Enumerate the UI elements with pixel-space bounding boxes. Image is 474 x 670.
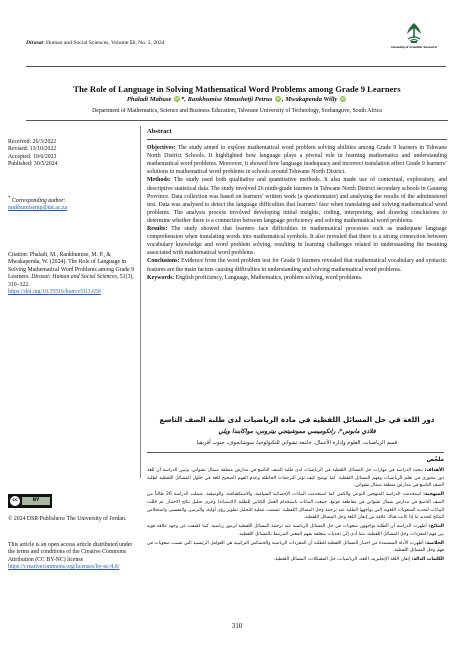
author-mark: *: [181, 96, 185, 103]
by-icon: BY: [22, 497, 50, 505]
logo-caption: Deanship of Scientific Research: [391, 45, 437, 49]
cc-icon: cc: [10, 496, 20, 506]
section-label: المنهجية:: [423, 492, 444, 498]
section-text: إتقان اللغة الإنجليزية، اللغة، الرياضيات، حل المشكلات، المسائل اللفظية.: [273, 557, 412, 563]
arabic-authors: فلادي مابوس*، رانكوميسي مموشيتجي بيتروس، مواكابندا ويلي: [218, 428, 376, 435]
affiliation: Department of Mathematics, Science and Business Education, Tshwane University of Technology, Soshanguve, South Africa: [92, 108, 382, 114]
section-text: The study aimed to explore mathematical word problem solving abilities among Grade 9 learners in Tshwane North District Schools. It highlighted how language plays a pivotal role in learning mathematics and understanding mathematical word problems. Moreover, it showed how language inadequacy and incorrect translation affect Grade 9 learners’ solutions to mathematical word problems in schools around Tshwane North District.: [147, 145, 447, 176]
abstract-heading: Abstract: [147, 128, 172, 135]
journal-issue: , No. 3, 2024: [135, 40, 165, 46]
citation-volume: , 51(3), 310–322.: [8, 274, 134, 288]
section-label: Keywords: [147, 274, 173, 281]
abstract-ar: [147, 467, 444, 565]
citation-block: [8, 252, 136, 296]
section-label: Methods:: [147, 177, 171, 184]
orcid-icon[interactable]: iD: [341, 97, 345, 101]
orcid-icon[interactable]: iD: [175, 97, 179, 101]
article-title: The Role of Language in Solving Mathematical Word Problems among Grade 9 Learners: [73, 84, 401, 94]
license-text: This article is an open access article distributed under the terms and conditions of the Creative Commons Attribution (CC BY-NC) license: [8, 542, 133, 563]
corr-email-link[interactable]: rankhumisemp@tut.ac.za: [8, 205, 68, 212]
dsr-logo: [384, 20, 444, 49]
section-text: أظهرت الدراسة أن الطلبة يواجهون صعوبات في حل المسائل الرياضية عند ترجمة المسائل اللفظية لرموز رياضية. كما كشفت عن وجود علاقة قوية بين فهم المفردات وحل المسائل اللفظية، مما أدى إلى تحديات متعلقة بفهم المعنى المرتبط بالمسائل اللفظية.: [147, 524, 444, 537]
corr-mark: *: [8, 196, 11, 201]
arabic-conclusions: [147, 540, 444, 555]
arabic-title: دور اللغة في حل المسائل اللفظية في مادة الرياضيات لدى طلبة الصف التاسع: [159, 415, 435, 424]
citation-journal: Dirasat: Human and Social Sciences: [31, 274, 117, 281]
arabic-affiliation: قسم الرياضيات، العلوم وإدارة الأعمال، جامعة تشواني للتكنولوجيا، سوشانجوف، جنوب أفريقيا: [196, 440, 398, 446]
author-list: Phaladi Mabuse iD *, Rankhumise Mmushetji Petrus iD , Mwakapenda Willy iD: [126, 96, 345, 103]
abstract-results: [147, 225, 447, 257]
section-text: The study showed that learners face difficulties in mathematical processes such as inadequate language comprehension when translating words into mathematical symbols. It also revealed that there is a strong connection between vocabulary knowledge and word problem solving, resulting in learning challenges related to understanding the meaning associated with mathematical word problems.: [147, 226, 447, 257]
section-text: استخدمت الدراسة المنهجين النوعي والكمي كما استخدمت البيانات الإحصائية السياقية، والاستكشافية، والوصفية. شملت الدراسة 26 طالباً من الصف التاسع في مدارس شمال تشواني في مقاطعة غوتنغ. جمعت البيانات باستخدام العمل الكتابي للطلبة (الاستبانة) وجرى تحليل نتائج الاختبار. ثم حُللت البيانات لتحديد الصعوبات اللغوية التي يواجهها الطلبة عند ترجمة وحل المسائل اللفظية. تضمنت عملية التحليل تطوير رؤى أولية، والترميز، والتفسير، واستخلاص النتائج لتحديد ما إذا كانت هناك علاقة بين إتقان اللغة وحل المسائل اللفظية.: [147, 492, 444, 521]
journal-name: Dirasat: [26, 40, 44, 46]
arabic-abstract-heading: ملخّص: [426, 457, 444, 463]
abstract-objectives: [147, 144, 447, 176]
arabic-methods: [147, 491, 444, 522]
cc-license-badge[interactable]: [8, 494, 52, 508]
section-label: Objectives:: [147, 145, 176, 152]
copyright-notice: © 2024 DSR Publishers/ The University of Jordan.: [8, 516, 127, 522]
author-name: Phaladi Mabuse: [126, 96, 172, 103]
citation-text: Citation: Phaladi, M., Rankhumise, M. P., & Mwakapenda, W. (2024). The Role of Language in Solving Mathematical Word Problems among Grade 9 Learners.: [8, 252, 134, 281]
revised-date: Revised: 13/10/2022: [8, 146, 57, 153]
section-label: Conclusions:: [147, 258, 180, 265]
received-date: Received: 26/3/2022: [8, 139, 57, 145]
abstract-keywords: [147, 274, 447, 282]
journal-subtitle: : Human and Social Sciences, Volume: [43, 40, 130, 46]
palm-emblem-icon: [403, 20, 425, 44]
journal-header: [26, 40, 165, 46]
accepted-date: Accepted: 19/6/2023: [8, 153, 57, 160]
abstract-conclusions: [147, 257, 447, 273]
author-name: Rankhumise Mmushetji Petrus: [187, 96, 273, 103]
arabic-divider: [147, 452, 444, 453]
article-dates: [8, 139, 136, 169]
doi-link[interactable]: https://doi.org/10.35516/hum.v51i3.650: [8, 289, 101, 296]
abstract-divider: [147, 139, 447, 140]
published-date: Published: 30/5/2024: [8, 161, 58, 168]
abstract-methods: [147, 176, 447, 225]
title-divider: [26, 120, 448, 121]
license-notice: [8, 542, 136, 572]
section-text: : English proficiency, Language, Mathematics, problem solving, word problems.: [172, 274, 363, 281]
arabic-objectives: [147, 467, 444, 490]
section-text: The study used both qualitative and quantitative methods. It also made use of contextual, exploratory, and descriptive statistical data. The study involved 26 ninth-grade learners in Tshwane North District secondary schools in Gauteng Province. Data collection was based on learners’ written work (a questionnaire) and analysing the results of the administered test. Data was analysed to detect the language difficulties that learners’ face when translating and solving mathematical word problems. The analysis process involved developing initial insights, coding, interpreting, and drawing conclusions to determine whether there is a connection between language proficiency and solving mathematical word problems.: [147, 177, 447, 224]
page-number: 310: [231, 622, 243, 630]
author-name: Mwakapenda Willy: [285, 96, 338, 103]
section-label: الأهداف:: [424, 468, 444, 473]
section-label: الخلاصة:: [425, 540, 444, 546]
section-text: تبحث الدراسة في مهارات حل المسائل اللفظية في الرياضيات لدى طلبة الصف التاسع في مدارس منطقة شمال تشواني. وتبين الدراسة أن للغة دور محوري في تعلم الرياضيات وفهم المسائل اللفظية. كما توضح كيف تؤثر الترجمات الخاطئة وعدم الفهم الصحيح للغة في حلول المسائل اللفظية لطلبة الصف التاسع في مدارس منطقة شمال تشواني.: [147, 468, 444, 489]
corresponding-author: [8, 195, 136, 213]
corr-label: Corresponding author:: [11, 197, 66, 204]
section-label: Results:: [147, 226, 168, 233]
section-text: أظهرت الأدلة المستمدة من اختبار المسائل اللفظية للطلبة أن المفردات الرياضية والخصائص التركيبية هي العوامل الرئيسية التي تسبب صعوبات في فهم وحل المسائل اللفظية.: [147, 540, 444, 554]
section-text: Evidence from the word problem test for Grade 9 learners revealed that mathematical vocabulary and syntactic features are the main factors causing difficulties in understanding and solving mathematical word problems.: [147, 258, 447, 273]
column-divider: [140, 126, 141, 478]
orcid-icon[interactable]: iD: [276, 97, 280, 101]
section-label: النتائج:: [428, 524, 444, 530]
abstract-en: [147, 128, 447, 282]
license-link[interactable]: https://creativecommons.org/licenses/by-nc/4.0/: [8, 564, 120, 571]
header-divider: [26, 66, 446, 67]
section-label: الكلمات الدالة:: [411, 557, 444, 563]
arabic-results: [147, 523, 444, 538]
journal-volume: 51: [129, 40, 136, 46]
arabic-keywords: [147, 556, 444, 564]
